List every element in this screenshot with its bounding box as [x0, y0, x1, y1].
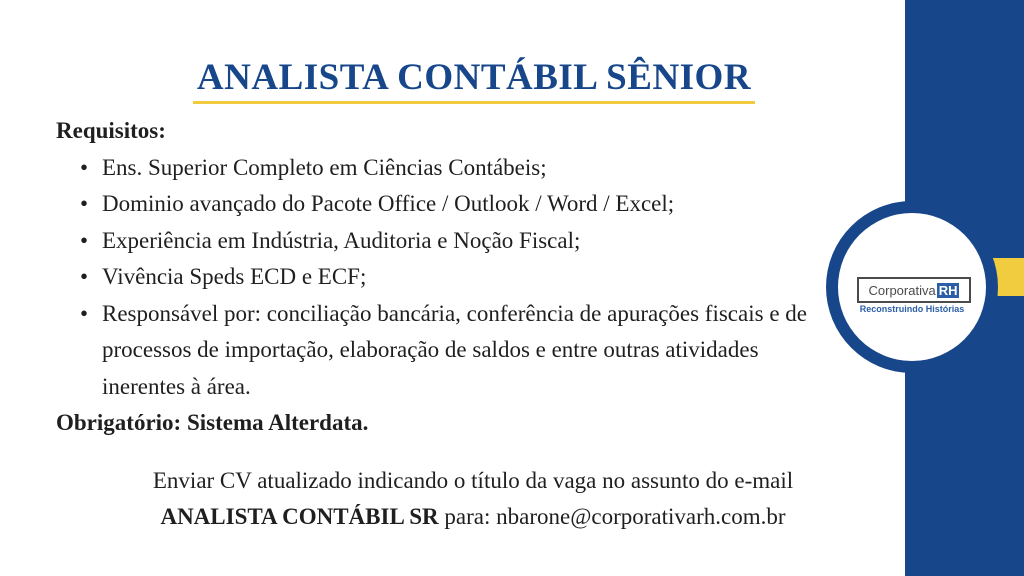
job-details — [56, 113, 836, 442]
application-instructions — [56, 463, 890, 535]
bullet-icon: • — [80, 300, 89, 326]
email-subject: ANALISTA CONTÁBIL SR — [160, 504, 439, 529]
requirements-list — [56, 150, 836, 406]
logo-badge: RH — [938, 282, 958, 298]
title-underline — [193, 101, 755, 104]
requirement-item — [56, 296, 836, 406]
connector-text: para: — [438, 504, 497, 529]
mandatory-note: Obrigatório: Sistema Alterdata. — [56, 410, 369, 435]
company-logo — [826, 201, 998, 373]
contact-email: nbarone@corporativarh.com.br — [496, 504, 786, 529]
requirement-text: Ens. Superior Completo em Ciências Contábeis; — [102, 154, 547, 180]
requirement-text: Dominio avançado do Pacote Office / Outlook / Word / Excel; — [102, 191, 675, 216]
bullet-icon: • — [80, 264, 89, 289]
bullet-icon: • — [80, 227, 89, 253]
requirements-heading: Requisitos: — [56, 118, 166, 143]
bullet-icon: • — [80, 154, 89, 180]
requirement-text: Responsável por: conciliação bancária, conferência de apurações fiscais e de processos de importação, elaboração de saldos e entre outras atividades inerentes à área. — [102, 300, 807, 399]
instructions-subject-line — [56, 499, 890, 535]
job-title: ANALISTA CONTÁBIL SÊNIOR — [196, 57, 752, 98]
logo-wordmark — [857, 277, 971, 303]
requirement-item — [56, 186, 836, 223]
requirement-text: Vivência Speds ECD e ECF; — [102, 264, 367, 289]
logo-tagline: Reconstruindo Histórias — [859, 304, 965, 314]
logo-name: Corporativa — [868, 282, 936, 298]
requirement-item — [56, 259, 836, 296]
requirement-item — [56, 223, 836, 260]
instructions-line: Enviar CV atualizado indicando o título da vaga no assunto do e-mail — [152, 468, 794, 493]
logo-disc — [838, 213, 986, 361]
requirement-item — [56, 150, 836, 187]
bullet-icon: • — [80, 191, 89, 216]
requirement-text: Experiência em Indústria, Auditoria e Noção Fiscal; — [102, 227, 581, 253]
